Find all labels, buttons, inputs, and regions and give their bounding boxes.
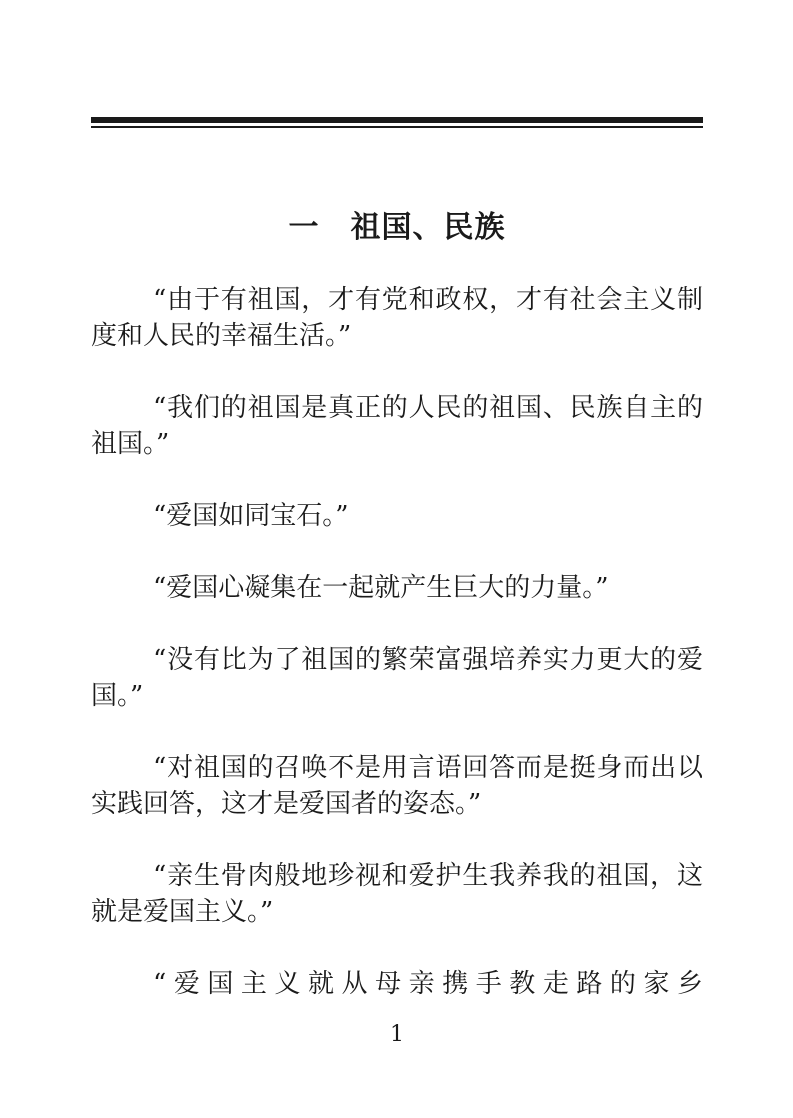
quote-paragraph: “爱国如同宝石。” [153, 501, 349, 531]
quote-paragraph: “我们的祖国是真正的人民的祖国、民族自主的祖国。” [91, 393, 703, 459]
page-number: 1 [390, 1022, 404, 1047]
quote-paragraph: “爱国心凝集在一起就产生巨大的力量。” [153, 573, 609, 603]
quote-paragraph: “没有比为了祖国的繁荣富强培养实力更大的爱国。” [91, 645, 703, 711]
quote-paragraph: “爱国主义就从母亲携手教走路的家乡 [153, 969, 703, 999]
quote-paragraph: “对祖国的召唤不是用言语回答而是挺身而出以实践回答，这才是爱国者的姿态。” [91, 753, 703, 819]
quote-paragraph: “亲生骨肉般地珍视和爱护生我养我的祖国，这就是爱国主义。” [91, 861, 703, 927]
header-rule-thin [91, 126, 703, 128]
quote-paragraph: “由于有祖国，才有党和政权，才有社会主义制度和人民的幸福生活。” [91, 285, 703, 351]
header-rule-thick [91, 117, 703, 123]
chapter-title: 一 祖国、民族 [288, 210, 506, 245]
